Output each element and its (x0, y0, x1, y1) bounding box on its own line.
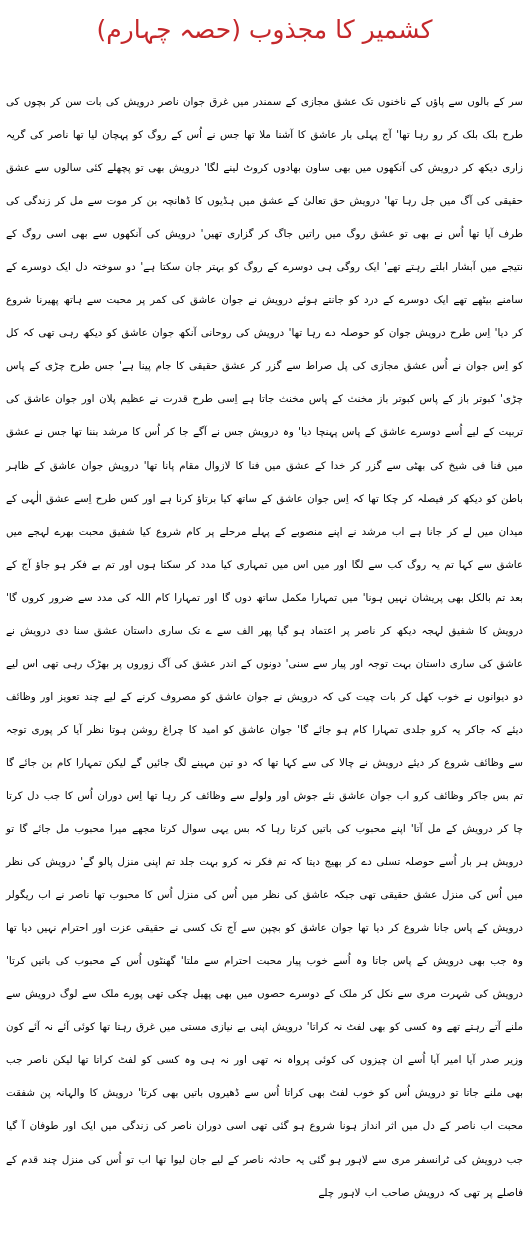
article-body: سر کے بالوں سے پاؤں کے ناخنوں تک عشق مجازی کے سمندر میں غرق جوان ناصر درویش کی بات سن کر بچوں کی طرح بلک بلک کر رو رہا تھا' آج پہلی بار عاشق کا آشنا ملا تھا جس نے اُس کے روگ کو پہچان لیا تھا ناصر کی گریہ زاری دیکھ کر درویش کی آنکھوں میں بھی ساون بھادوں کروٹ لینے لگا' درویش بھی تو پچھلے کئی سالوں سے عشق حقیقی کی آگ میں جل رہا تھا' درویش حق تعالیٰ کے عشق میں ہڈیوں کا ڈھانچہ بن کر موت سے مل کر زندگی کی طرف آیا تھا اُس نے بھی تو عشق روگ میں راتیں جاگ کر گزاری تھیں' درویش کی آنکھوں سے بھی اسی روگ کے نتیجے میں آبشار ابلتے رہتے تھے' ایک روگی ہی دوسرے کے روگ کو بہتر جان سکتا ہے' دو سوختہ دل ایک دوسرے کے سامنے بیٹھے تھے ایک دوسرے کے درد کو جانتے ہوئے درویش نے جوان عاشق کی کمر پر محبت سے ہاتھ پھیرنا شروع کر دیا' اِس طرح درویش جوان کو حوصلہ دے رہا تھا' درویش کی روحانی آنکھ جوان عاشق کو دیکھ رہی تھی کہ کل کو اِس جوان نے اُس عشق مجازی کی پل صراط سے گزر کر عشق حقیقی کا جام پینا ہے' جس طرح چڑی کے پاس چڑی' کبوتر باز کے پاس کبوتر باز مخنث کے پاس مخنث جاتا ہے اِسی طرح قدرت نے عظیم پلان اور جوان عاشق کی تربیت کے لیے اُسے دوسرے عاشق کے پاس پہنچا دیا' وہ درویش جس نے آگے جا کر اُس کا مرشد بننا تھا جس نے عشق میں فنا فی شیخ کی بھٹی سے گزر کر خدا کے عشق میں فنا کا لازوال مقام پانا تھا' درویش جوان عاشق کے ظاہر باطن کو دیکھ کر فیصلہ کر چکا تھا کہ اِس جوان عاشق کے ساتھ کیا برتاؤ کرنا ہے اور کس طرح اِسے عشق الٰہی کے میدان میں لے کر جانا ہے اب مرشد نے اپنے منصوبے کے پہلے مرحلے پر کام شروع کیا شفیق محبت بھرے لہجے میں عاشق سے کہا تم یہ روگ کب سے لگا اور میں اس میں تمہاری کیا مدد کر سکتا ہوں اور تم بے فکر ہو جاؤ آج کے بعد تم بالکل بھی پریشان نہیں ہونا' میں تمہارا مکمل ساتھ دوں گا اور تمہارا کام اللہ کی مدد سے ضرور کروں گا' درویش کا شفیق لہجہ دیکھ کر ناصر پر اعتماد ہو گیا پھر الف سے ے تک ساری داستان عشق سنا دی درویش نے عاشق کی ساری داستان بہت توجہ اور پیار سے سنی' دونوں کے اندر عشق کی آگ زوروں پر بھڑک رہی تھی اس لیے دو دیوانوں نے خوب کھل کر بات چیت کی کہ درویش نے جوان عاشق کو مصروف کرنے کے لیے چند تعویز اور وظائف دیئے کہ جاکر یہ کرو جلدی تمہارا کام ہو جائے گا' جوان عاشق کو امید کا چراغ روشن ہوتا نظر آیا کر پوری توجہ سے وظائف شروع کر دیئے درویش نے چالا کی سے کہا تھا کہ دو تین مہینے لگ جائیں گے لیکن تمہارا کام بن جائے گا تم بس جاکر وظائف کرو اب جوان عاشق نئے جوش اور ولولے سے وظائف کر رہا تھا اِس دوران اُس کا جب دل کرتا چا کر درویش کے مل آتا' اپنے محبوب کی باتیں کرتا رہا کہ بس یہی سوال کرتا مجھے میرا محبوب مل جائے گا تو درویش ہر بار اُسے حوصلہ تسلی دے کر بھیج دیتا کہ تم فکر نہ کرو بہت جلد تم اپنی منزل پالو گے' درویش کی نظر میں اُس کی منزل عشق حقیقی تھی جبکہ عاشق کی نظر میں اُس کی منزل اُس کا محبوب تھا ناصر نے اب ریگولر درویش کے پاس جانا شروع کر دیا تھا جوان عاشق کو بچپن سے آج تک کسی نے حقیقی عزت اور احترام نہیں دیا تھا وہ جب بھی درویش کے پاس جاتا وہ اُسے خوب پیار محبت احترام سے ملتا' گھنٹوں اُس کے محبوب کی باتیں کرتا' درویش کی شہرت مری سے نکل کر ملک کے دوسرے حصوں میں بھی پھیل چکی تھی پورے ملک سے لوگ درویش سے ملنے آتے رہتے تھے وہ کسی کو بھی لفٹ نہ کراتا' درویش اپنی بے نیازی مستی میں غرق رہتا تھا کوئی آئے نہ آئے کون وزیر صدر آیا امیر آیا اُسے ان چیزوں کی کوئی پرواہ نہ تھی اور نہ ہی وہ کسی کو لفٹ کراتا تھا لیکن ناصر جب بھی ملنے جاتا تو درویش اُس کو خوب لفٹ بھی کراتا اُس سے ڈھیروں باتیں بھی کرتا' درویش کا والہانہ پن شفقت محبت اب ناصر کے دل میں اثر انداز ہونا شروع ہو گئی تھی اسی دوران ناصر کی زندگی میں ایک اور طوفان آ گیا جب درویش کی ٹرانسفر مری سے لاہور ہو گئی یہ حادثہ ناصر کے لیے جان لیوا تھا اب تو اُس کی منزل چند قدم کے فاصلے پر تھی کہ درویش صاحب اب لاہور چلے (6, 96, 523, 1199)
article-title: کشمیر کا مجذوب (حصہ چہارم) (96, 15, 433, 44)
